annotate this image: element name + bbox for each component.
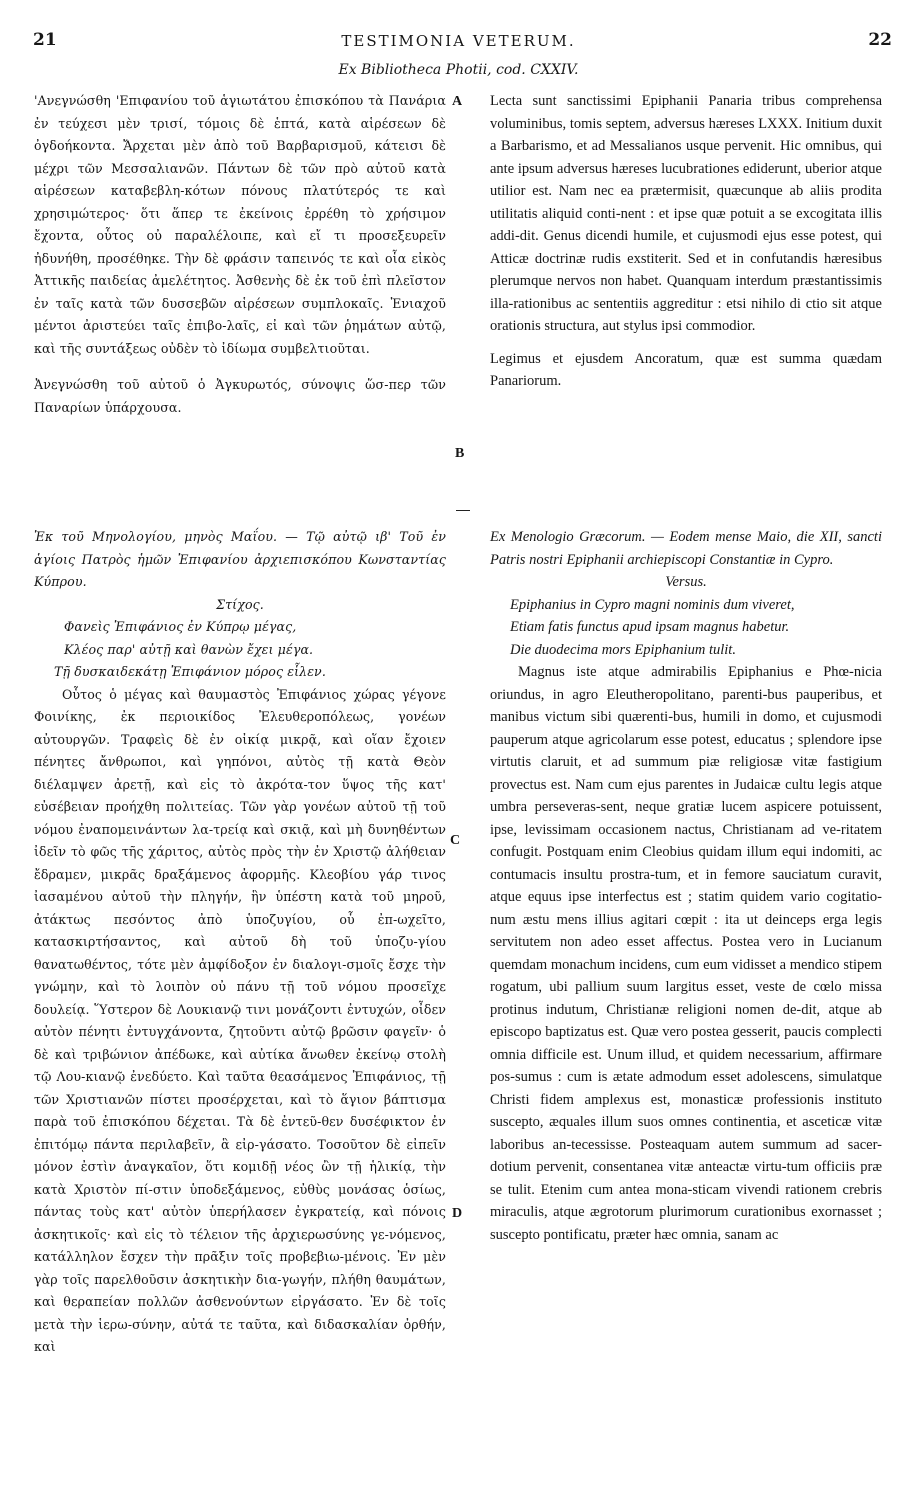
margin-marker-a: A	[452, 94, 463, 109]
latin-menologion-column	[490, 526, 882, 1246]
greek-verse-line-1: Φανεὶς Ἐπιφάνιος ἐν Κύπρῳ μέγας,	[64, 619, 297, 634]
greek-photius-column	[34, 90, 446, 419]
running-title: TESTIMONIA VETERUM.	[341, 32, 576, 50]
greek-verse-line-3: Τῇ δυσκαιδεκάτῃ Ἐπιφάνιον μόρος εἷλεν.	[54, 664, 326, 679]
greek-stichos-label: Στίχος.	[216, 596, 264, 612]
greek-ancoratus-paragraph: Ἀνεγνώσθη τοῦ αὐτοῦ ὁ Ἀγκυρωτός, σύνοψις ὥσ-περ τῶν Παναρίων ὑπάρχουσα.	[34, 377, 446, 415]
page-number-right: 22	[868, 30, 892, 50]
latin-body-paragraph: Magnus iste atque admirabilis Epiphanius e Phœ-nicia oriundus, in agro Eleutheropolitano, parenti-bus pauperibus, et manibus victum sibi quærenti-bus, humili in domo, et cujusmodi pauperum atque agricolarum esse potest, educatus ; splendore ipse virtutis claruit, et ad summum piæ religiosæ vitæ fastigium provectus est. Nam cum ejus parentes in Judaicæ cultu legis atque umbra perseveras-sent, neque gratiæ lucem aspicere potuissent, ipse, levissimam occasionem nactus, Christianam ad ve-ritatem confugit. Postquam enim Cleobius quidam illum equi indomiti, ac contumacis insultu prostra-tum, et in femore sauciatum curavit, atque equus ipse interfectus est ; statim quidem vario cogitatio-num æstu mens illius agitari cœpit : ita ut deinceps erga legis servitutem non adeo esset affectus. Postea vero in Lucianum quemdam monachum incidens, cum eum vidisset a mendico stipem rogatum, ubi pallium suum largitus esset, veste de cœlo missa protinus indutum, Christianæ religioni nomen de-dit, atque ab episcopo baptizatus est. Quæ vero postea gesserit, paucis complecti omnia difficile est. Unum illud, et quidem necessarium, affirmare pos-sumus : cum is ætate admodum esset adolescens, simulatque Christi fidem amplexus est, monasticæ professionis instituto suscepto, æquales illum suos omnes continentia, et asceticæ vitæ laboribus an-tecessisse. Posteaquam autem summum ad sacer-dotium pervenit, consentanea vitæ anteactæ virtu-tum officiis præ se tulit. Etenim cum antea mona-sticam vivendi rationem crebris miraculis, atque ægrotorum plurimorum curationibus exornasset ; suscepto pontificatu, præter hæc omnia, sanam ac	[490, 664, 882, 1243]
latin-ancoratus-paragraph: Legimus et ejusdem Ancoratum, quæ est summa quædam Panariorum.	[490, 350, 882, 389]
greek-menologion-heading: Ἐκ τοῦ Μηνολογίου, μηνὸς Μαΐου. — Τῷ αὐτῷ ιβ' Τοῦ ἐν ἁγίοις Πατρὸς ἡμῶν Ἐπιφανίου ἀρχιεπισκόπου Κωνσταντίας Κύπρου.	[34, 529, 446, 589]
greek-menologion-column	[34, 526, 446, 1359]
latin-verse-line-3: Die duodecima mors Epiphanium tulit.	[510, 641, 736, 658]
source-heading: Ex Bibliotheca Photii, cod. CXXIV.	[338, 62, 579, 78]
margin-marker-c: C	[450, 833, 461, 848]
page-number-left: 21	[33, 30, 57, 50]
greek-body-paragraph: Οὗτος ὁ μέγας καὶ θαυμαστὸς Ἐπιφάνιος χώρας γέγονε Φοινίκης, ἐκ περιοικίδος Ἐλευθεροπόλεως, γονέων αὐτουργῶν. Τραφεὶς δὲ ἐν οἰκίᾳ μικρᾷ, καὶ οἵαν ἔχοιεν πένητες ἄνθρωποι, καὶ γηπόνοι, αὐτὸς τῇ κατὰ Θεὸν διέλαμψεν ἀρετῇ, καὶ εἰς τὸ ἀκρότα-τον ὕψος τῆς κατ' εὐσέβειαν προήχθη πολιτείας. Τῶν γὰρ γονέων αὐτοῦ τῇ τοῦ νόμου ἐναπομεινάντων λα-τρείᾳ καὶ σκιᾷ, καὶ μὴ δυνηθέντων ἰδεῖν τὸ φῶς τῆς χάριτος, αὐτὸς πρὸς τὴν ἐν Χριστῷ ἀλήθειαν ἔδραμεν, μικρᾶς δραξάμενος ἀφορμῆς. Κλεοβίου γάρ τινος ἰασαμένου αὐτοῦ τὴν πληγήν, ἣν ὑπέστη κατὰ τοῦ μηροῦ, ἀτάκτως πεσόντος ἀπὸ ὑποζυγίου, οὗ ἐπ-ωχεῖτο, κατασκιρτήσαντος, καὶ αὐτοῦ δὴ τοῦ ὑποζυ-γίου θανατωθέντος, τότε μὲν ἀμφίδοξον ἐν διαλογι-σμοῖς ἔσχε τὴν γνώμην, καὶ τὸ λοιπὸν οὐ πάνυ τῇ τοῦ νόμου προσεῖχε δουλείᾳ. Ὕστερον δὲ Λουκιανῷ τινι μονάζοντι ἐντυχών, οἶδεν αὐτὸν πένητι ἐντυγχάνοντα, ζητοῦντι αὐτῷ βρῶσιν φαγεῖν· ὁ δὲ καὶ τριβώνιον ἀπέδωκε, καὶ αὐτίκα ἄνωθεν ἐκείνῳ στολὴ τῷ Λου-κιανῷ ἐνεδύετο. Καὶ ταῦτα θεασάμενος Ἐπιφάνιος, τῇ τῶν Χριστιανῶν πίστει προσέρχεται, καὶ τὸ ἅγιον βάπτισμα παρὰ τοῦ ἐπισκόπου δέχεται. Τὰ δὲ ἐντεῦ-θεν δυσέφικτον ἐν ἐπιτόμῳ πάντα περιλαβεῖν, ἃ εἰρ-γάσατο. Τοσοῦτον δὲ εἰπεῖν μόνον ἐστὶν ἀναγκαῖον, ὅτι κομιδῇ νέος ὢν τῇ ἡλικίᾳ, τὴν κατὰ Χριστὸν πί-στιν ὑποδεξάμενος, εὐθὺς μονάσας ὁσίως, πάντας τοὺς κατ' αὐτὸν ὑπερήλασεν ἐγκρατείᾳ, καὶ πόνοις ἀσκητικοῖς· καὶ εἰς τὸ τέλειον τῆς ἀρχιερωσύνης γε-νόμενος, κατάλληλον ἔσχεν τὴν πρᾶξιν τοῖς προβεβιω-μένοις. Ἐν μὲν γὰρ τοῖς παρελθοῦσιν ἀσκητικὴν δια-γωγήν, πλήθη θαυμάτων, καὶ θεραπείαν πολλῶν ἀσθενούντων εἰργάσατο. Ἐν δὲ τοῖς μετὰ τὴν ἱερω-σύνην, αὐτά τε ταῦτα, καὶ διδασκαλίαν ὀρθήν, καὶ	[34, 686, 446, 1354]
margin-marker-d: D	[452, 1206, 463, 1221]
margin-marker-b: B	[455, 446, 465, 461]
greek-panaria-paragraph: 'Ανεγνώσθη 'Επιφανίου τοῦ ἁγιωτάτου ἐπισκόπου τὰ Πανάρια ἐν τεύχεσι μὲν τρισί, τόμοις δὲ ἑπτά, κατὰ αἱρέσεων δὲ ὀγδοήκοντα. Ἄρχεται μὲν ἀπὸ τοῦ Βαρβαρισμοῦ, κάτεισι δὲ μέχρι τῶν Μεσσαλιανῶν. Πάντων δὲ τῶν πρὸ αὐτοῦ κατὰ αἱρέσεων καταβεβλη-κότων πόνους πλατύτερός τε καὶ χρησιμώτερος· ὅτι ἅπερ τε ἐκείνοις ἐρρέθη τὸ χρήσιμον ἔχοντα, οὗτος οὐ παραλέλοιπε, καὶ εἴ τι προσεξευρεῖν ἠδυνήθη, προσέθηκε. Τὴν δὲ φράσιν ταπεινός τε καὶ οἷα εἰκὸς Ἀττικῆς παιδείας ἀμελέτητος. Ἀσθενὴς δὲ ἐκ τοῦ ἐπὶ πλεῖστον ἐν ταῖς κατὰ τῶν δυσσεβῶν αἱρέσεων συμπλοκαῖς. Ἐνιαχοῦ μέντοι ἀριστεύει ταῖς ἐπιβο-λαῖς, εἰ καὶ τῶν ῥημάτων αὐτῷ, καὶ τῆς συντάξεως οὐδὲν τὸ ἰδίωμα συμβελτιοῦται.	[34, 93, 446, 356]
section-divider	[456, 510, 470, 511]
latin-verse-line-2: Etiam fatis functus apud ipsam magnus habetur.	[510, 619, 790, 635]
latin-panaria-paragraph: Lecta sunt sanctissimi Epiphanii Panaria tribus comprehensa voluminibus, tomis septem, adversus hæreses LXXX. Initium duxit a Barbarismo, et ad Messalianos usque pervenit. Hic omnibus, qui ante ipsum adversus hæreses lucubrationes ediderunt, uberior atque utilior est. Nam nec ea prætermisit, quæcunque ab aliis prodita utilitatis aliquid conti-nent : et ipse quæ potuit a se excogitata illis addi-dit. Genus dicendi humile, et cujusmodi ejus esse potest, qui Atticæ doctrinæ rudis exstiterit. Sed et in confutandis hæresibus plerumque nervos non habet. Quanquam interdum præstantissimis illa-rationibus ac sententiis aggreditur : etsi nihilo di ctio sit atque orationis structura, aut stylus ipsi commodior.	[490, 93, 882, 334]
greek-verse-line-2: Κλέος παρ' αὐτῇ καὶ θανὼν ἔχει μέγα.	[64, 641, 314, 657]
latin-verse-line-1: Epiphanius in Cypro magni nominis dum viveret,	[510, 596, 795, 613]
latin-menologion-heading: Ex Menologio Græcorum. — Eodem mense Maio, die XII, sancti Patris nostri Epiphanii archiepiscopi Constantiæ in Cypro.	[490, 529, 882, 568]
latin-versus-label: Versus.	[665, 574, 707, 590]
latin-photius-column	[490, 90, 882, 393]
